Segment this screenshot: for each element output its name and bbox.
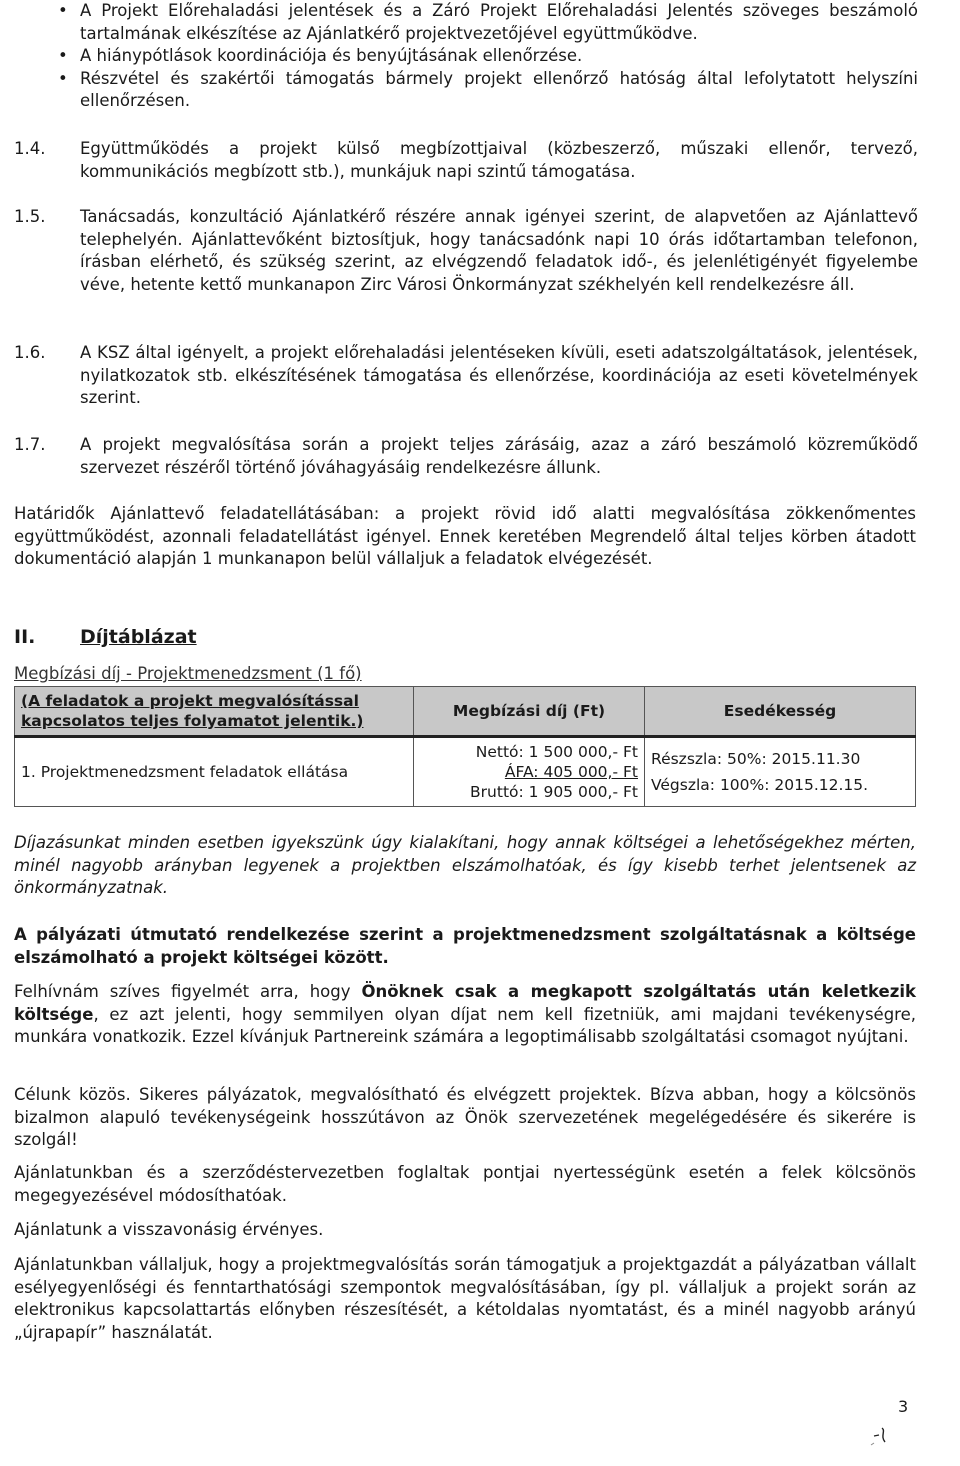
attention-paragraph: Felhívnám szíves figyelmét arra, hogy Önöknek csak a megkapott szolgáltatás után keletkezik költsége, ez azt jelenti, hogy semmilyen olyan díjat nem kell fizetniük, ami majdani tevékenységre, munkára vonatkozik. Ezzel kívánjuk Partnereink számára a legoptimálisabb szolgáltatási csomagot nyújtani. xyxy=(14,982,916,1046)
item-text: Tanácsadás, konzultáció Ajánlatkérő részére annak igényei szerint, de alapvetően az Ajánlattevő telephelyén. Ajánlattevőként biztosítjuk, hogy tanácsadónk napi 10 órás időtartamban telefonon, írásban elérhető, és szükség szerint, az elvégzendő feladatok idő-, és jelenlétigényét figyelembe véve, hetente kettő munkanapon Zirc Városi Önkormányzat székhelyén kell rendelkezésre áll. xyxy=(80,207,918,294)
numbered-item-1-4 xyxy=(14,138,918,183)
emphasis-text: Önöknek csak a megkapott szolgáltatás után keletkezik költsége xyxy=(14,982,916,1024)
due-final: Végszla: 100%: 2015.12.15. xyxy=(651,776,869,794)
cell-task: 1. Projektmenedzsment feladatok ellátása xyxy=(15,737,414,807)
goal-paragraph: Célunk közös. Sikeres pályázatok, megvalósítható és elvégzett projektek. Bízva abban, hogy a kölcsönös bizalmon alapuló tevékenységeink hosszútávon az Önök szervezetének megelégedésére és sikerére is szolgál! xyxy=(14,1085,916,1149)
cell-fee xyxy=(414,737,645,807)
header-fee: Megbízási díj (Ft) xyxy=(414,687,645,737)
numbered-item-1-6 xyxy=(14,342,918,410)
cell-due xyxy=(645,737,916,807)
commitment-paragraph: Ajánlatunkban vállaljuk, hogy a projektmegvalósítás során támogatjuk a projektgazdát a pályázatban vállalt esélyegyenlőségi és fenntarthatósági szempontok megvalósításában, így pl. vállaljuk a projekt során az elektronikus kapcsolattartás előnyben részesítését, a kétoldalas nyomtatást, és a minél nagyobb arányú „újrapapír” használatát. xyxy=(14,1255,916,1342)
table-caption: Megbízási díj - Projektmenedzsment (1 fő) xyxy=(14,664,362,683)
page-number: 3 xyxy=(898,1397,909,1416)
offer-paragraph: Ajánlatunkban és a szerződéstervezetben foglaltak pontjai nyertességünk esetén a felek kölcsönös megegyezésével módosíthatóak. xyxy=(14,1163,916,1205)
item-text: A KSZ által igényelt, a projekt előrehaladási jelentéseken kívüli, eseti adatszolgáltatások, jelentések, nyilatkozatok stb. elkészítésének támogatása és ellenőrzése, koordinációja az eseti követelmények szerint. xyxy=(80,343,918,407)
due-partial: Részszla: 50%: 2015.11.30 xyxy=(651,750,861,768)
header-task: (A feladatok a projekt megvalósítással kapcsolatos teljes folyamatot jelentik.) xyxy=(15,687,414,737)
fee-table xyxy=(14,686,916,807)
bullet-list xyxy=(14,0,918,113)
item-text: A projekt megvalósítása során a projekt teljes zárásáig, azaz a záró beszámoló közreműködő szervezet részéről történő jóváhagyásáig rendelkezésre állunk. xyxy=(80,435,918,477)
fee-gross: Bruttó: 1 905 000,- Ft xyxy=(470,783,638,801)
bullet-dot: • xyxy=(58,68,68,88)
italic-paragraph: Díjazásunkat minden esetben igyekszünk úgy kialakítani, hogy annak költségei a lehetőségekhez mérten, minél nagyobb arányban legyenek a projektben elszámolhatóak, és így kisebb terhet jelentsenek az önkormányzatnak. xyxy=(14,833,916,897)
item-number: 1.4. xyxy=(14,139,46,158)
bullet-dot: • xyxy=(58,46,68,65)
item-number: 1.7. xyxy=(14,435,46,454)
bold-paragraph: A pályázati útmutató rendelkezése szerint a projektmenedzsment szolgáltatásnak a költsége elszámolható a projekt költségei között. xyxy=(14,925,916,967)
numbered-item-1-7 xyxy=(14,434,918,479)
section-title: Díjtáblázat xyxy=(80,626,197,648)
fee-vat: ÁFA: 405 000,- Ft xyxy=(504,763,638,781)
fee-net: Nettó: 1 500 000,- Ft xyxy=(475,743,638,761)
header-due: Esedékesség xyxy=(645,687,916,737)
item-number: 1.5. xyxy=(14,207,46,226)
validity-paragraph: Ajánlatunk a visszavonásig érvényes. xyxy=(14,1220,324,1239)
numbered-item-1-5 xyxy=(14,206,918,296)
bullet-dot: • xyxy=(58,1,68,20)
section-heading xyxy=(14,626,197,649)
item-number: 1.6. xyxy=(14,343,46,362)
bullet-item: • A Projekt Előrehaladási jelentések és a Záró Projekt Előrehaladási Jelentés szöveges beszámoló tartalmának elkészítése az Ajánlatkérő projektvezetőjével együttműködve. xyxy=(58,1,918,43)
section-number: II. xyxy=(14,626,36,648)
item-text: Együttműködés a projekt külső megbízottjaival (közbeszerző, műszaki ellenőr, tervező, kommunikációs megbízott stb.), munkájuk napi szintű támogatása. xyxy=(80,139,918,181)
table-row xyxy=(15,737,916,807)
table-header-row xyxy=(15,687,916,737)
deadlines-paragraph: Határidők Ajánlattevő feladatellátásában: a projekt rövid idő alatti megvalósítása zökkenőmentes együttműködést, azonnali feladatellátást igényel. Ennek keretében Megrendelő által teljes körben átadott dokumentáció alapján 1 munkanapon belül vállaljuk a feladatok elvégezését. xyxy=(14,504,916,568)
initials-mark xyxy=(868,1416,898,1446)
bullet-item: • Részvétel és szakértői támogatás bármely projekt ellenőrző hatóság által lefolytatott helyszíni ellenőrzésen. xyxy=(58,68,918,110)
bullet-item: • A hiánypótlások koordinációja és benyújtásának ellenőrzése. xyxy=(14,45,918,68)
